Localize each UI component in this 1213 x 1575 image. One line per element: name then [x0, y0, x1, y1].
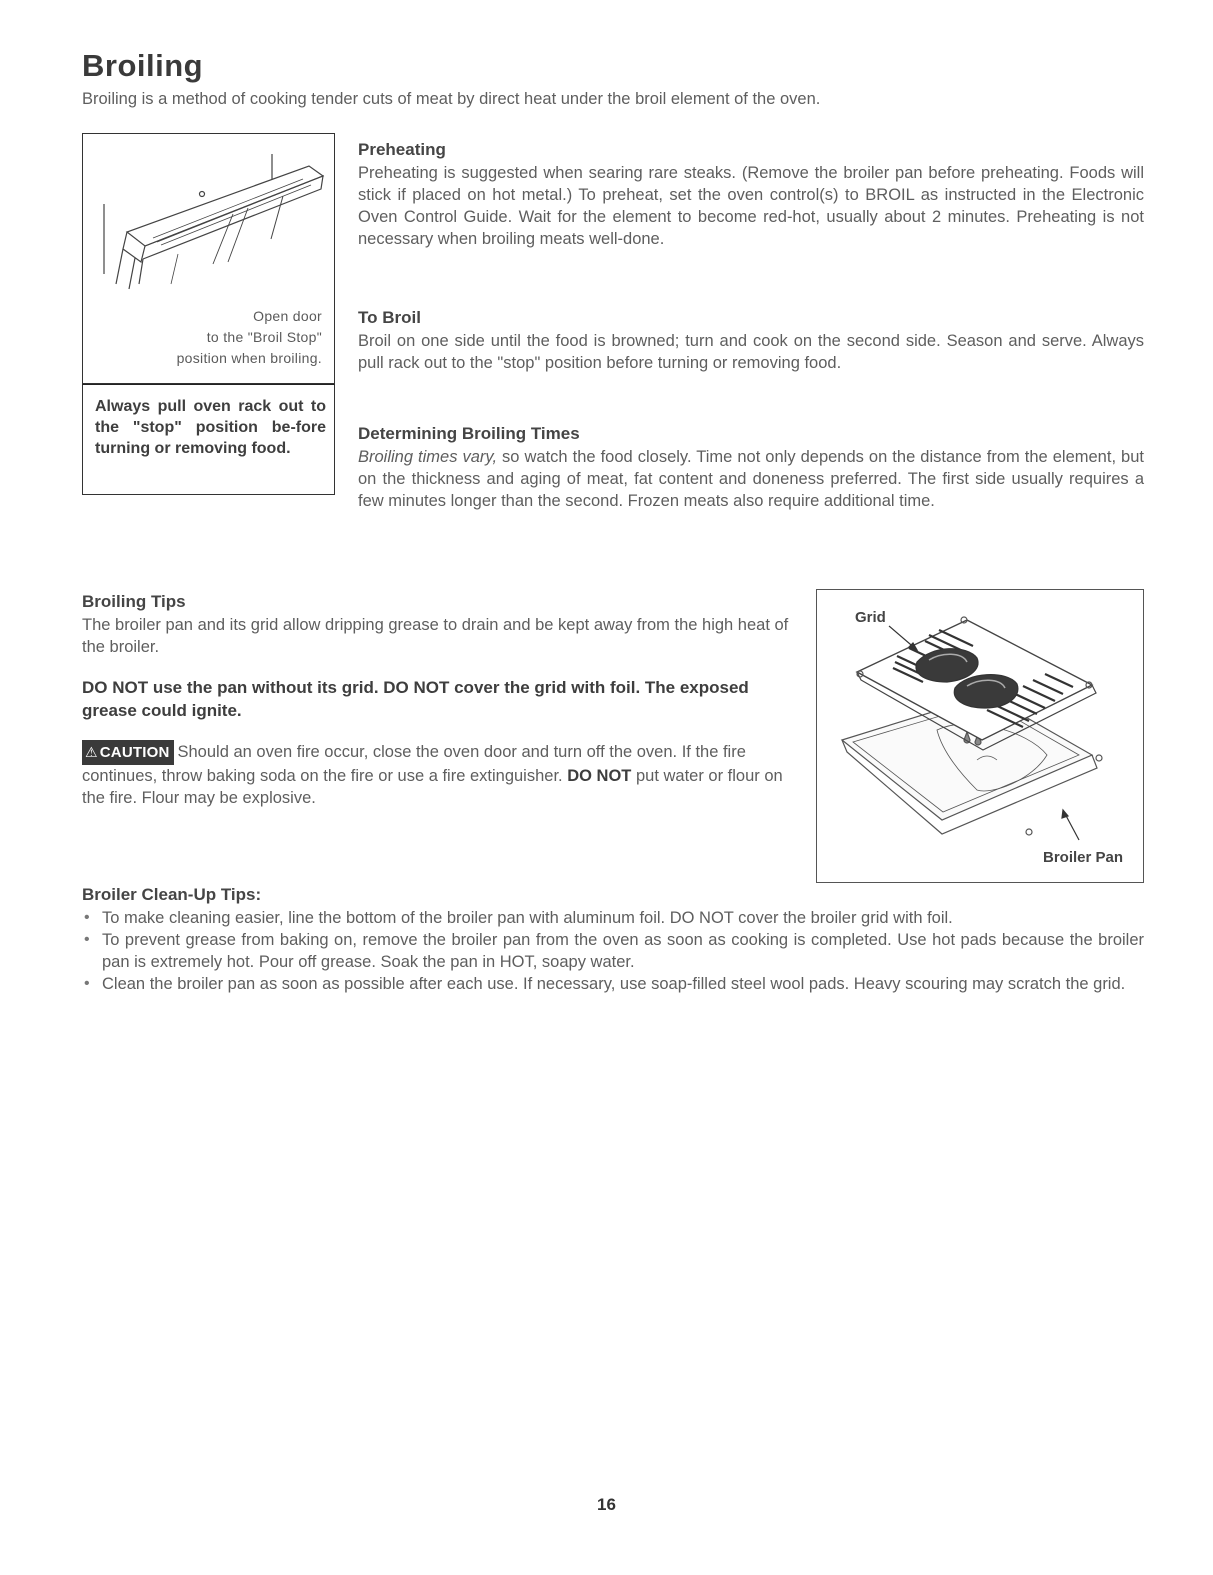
determining-body: so watch the food closely. Time not only depends on the distance from the element, but on the thickness and aging of meat, fat content and doneness preferred. The first side usually requires a few minutes longer than the second. Frozen meats also require additional time.	[358, 448, 1144, 510]
grid-label: Grid	[855, 609, 886, 626]
rack-note-text: Always pull oven rack out to the "stop" position be-fore turning or removing food.	[95, 398, 326, 457]
intro-text: Broiling is a method of cooking tender cuts of meat by direct heat under the broil element of the oven.	[82, 90, 821, 108]
list-item	[82, 907, 1144, 929]
list-item-text: To make cleaning easier, line the bottom of the broiler pan with aluminum foil. DO NOT cover the broiler grid with foil.	[102, 909, 953, 927]
to-broil-heading: To Broil	[358, 308, 421, 327]
caution-paragraph	[82, 740, 794, 809]
bullet-icon: •	[84, 909, 90, 926]
door-figure-caption	[177, 306, 322, 369]
page-title: Broiling	[82, 48, 204, 83]
to-broil-section	[358, 308, 1144, 374]
bullet-icon: •	[84, 931, 90, 948]
list-item-text: Clean the broiler pan as soon as possible after each use. If necessary, use soap-filled steel wool pads. Heavy scouring may scratch the grid.	[102, 975, 1126, 993]
caution-badge	[82, 740, 174, 765]
to-broil-text: Broil on one side until the food is browned; turn and cook on the second side. Season and serve. Always pull rack out to the "stop" position before turning or removing food.	[358, 332, 1144, 372]
cleanup-list	[82, 907, 1144, 995]
preheating-text: Preheating is suggested when searing rare steaks. (Remove the broiler pan before preheating. Foods will stick if placed on hot metal.) To preheat, set the oven control(s) to BROIL as instructed in the Electronic Oven Control Guide. Wait for the element to become red-hot, usually about 2 minutes. Preheating is not necessary when broiling meats well-done.	[358, 164, 1144, 248]
page-number: 16	[597, 1495, 616, 1514]
caution-text-b: put water or flour on the fire. Flour may be explosive.	[82, 767, 783, 807]
caption-line: to the "Broil Stop"	[206, 329, 322, 345]
broiling-tips-text: The broiler pan and its grid allow dripping grease to drain and be kept away from the high heat of the broiler.	[82, 616, 789, 656]
determining-italic: Broiling times vary,	[358, 448, 498, 466]
caution-text-a: Should an oven fire occur, close the oven door and turn off the oven. If the fire continues, throw baking soda on the fire or use a fire extinguisher.	[82, 743, 746, 785]
caution-label: CAUTION	[99, 744, 170, 761]
list-item	[82, 929, 1144, 973]
oven-door-figure	[82, 133, 335, 384]
broiling-tips-section	[82, 592, 794, 809]
broiler-pan-figure	[816, 589, 1144, 883]
broiler-pan-illustration-icon	[817, 590, 1143, 882]
list-item	[82, 973, 1144, 995]
preheating-section	[358, 140, 1144, 250]
cleanup-section	[82, 885, 1144, 995]
broiling-tips-heading: Broiling Tips	[82, 592, 186, 611]
rack-note-box	[82, 384, 335, 495]
bullet-icon: •	[84, 975, 90, 992]
oven-door-illustration-icon	[83, 134, 334, 299]
determining-heading: Determining Broiling Times	[358, 424, 580, 443]
preheating-heading: Preheating	[358, 140, 446, 159]
grid-warning: DO NOT use the pan without its grid. DO NOT cover the grid with foil. The exposed grease could ignite.	[82, 678, 749, 720]
caption-line: Open door	[253, 308, 322, 324]
determining-text	[358, 446, 1144, 512]
list-item-text: To prevent grease from baking on, remove the broiler pan from the oven as soon as cooking is completed. Use hot pads because the broiler pan is extremely hot. Pour off grease. Soak the pan in HOT, soapy water.	[102, 931, 1144, 971]
broiler-pan-label: Broiler Pan	[1043, 849, 1124, 866]
caution-do-not: DO NOT	[567, 767, 632, 785]
determining-section	[358, 424, 1144, 512]
caption-line: position when broiling.	[176, 350, 322, 366]
cleanup-heading: Broiler Clean-Up Tips:	[82, 885, 262, 904]
warning-triangle-icon: ⚠	[85, 744, 98, 760]
